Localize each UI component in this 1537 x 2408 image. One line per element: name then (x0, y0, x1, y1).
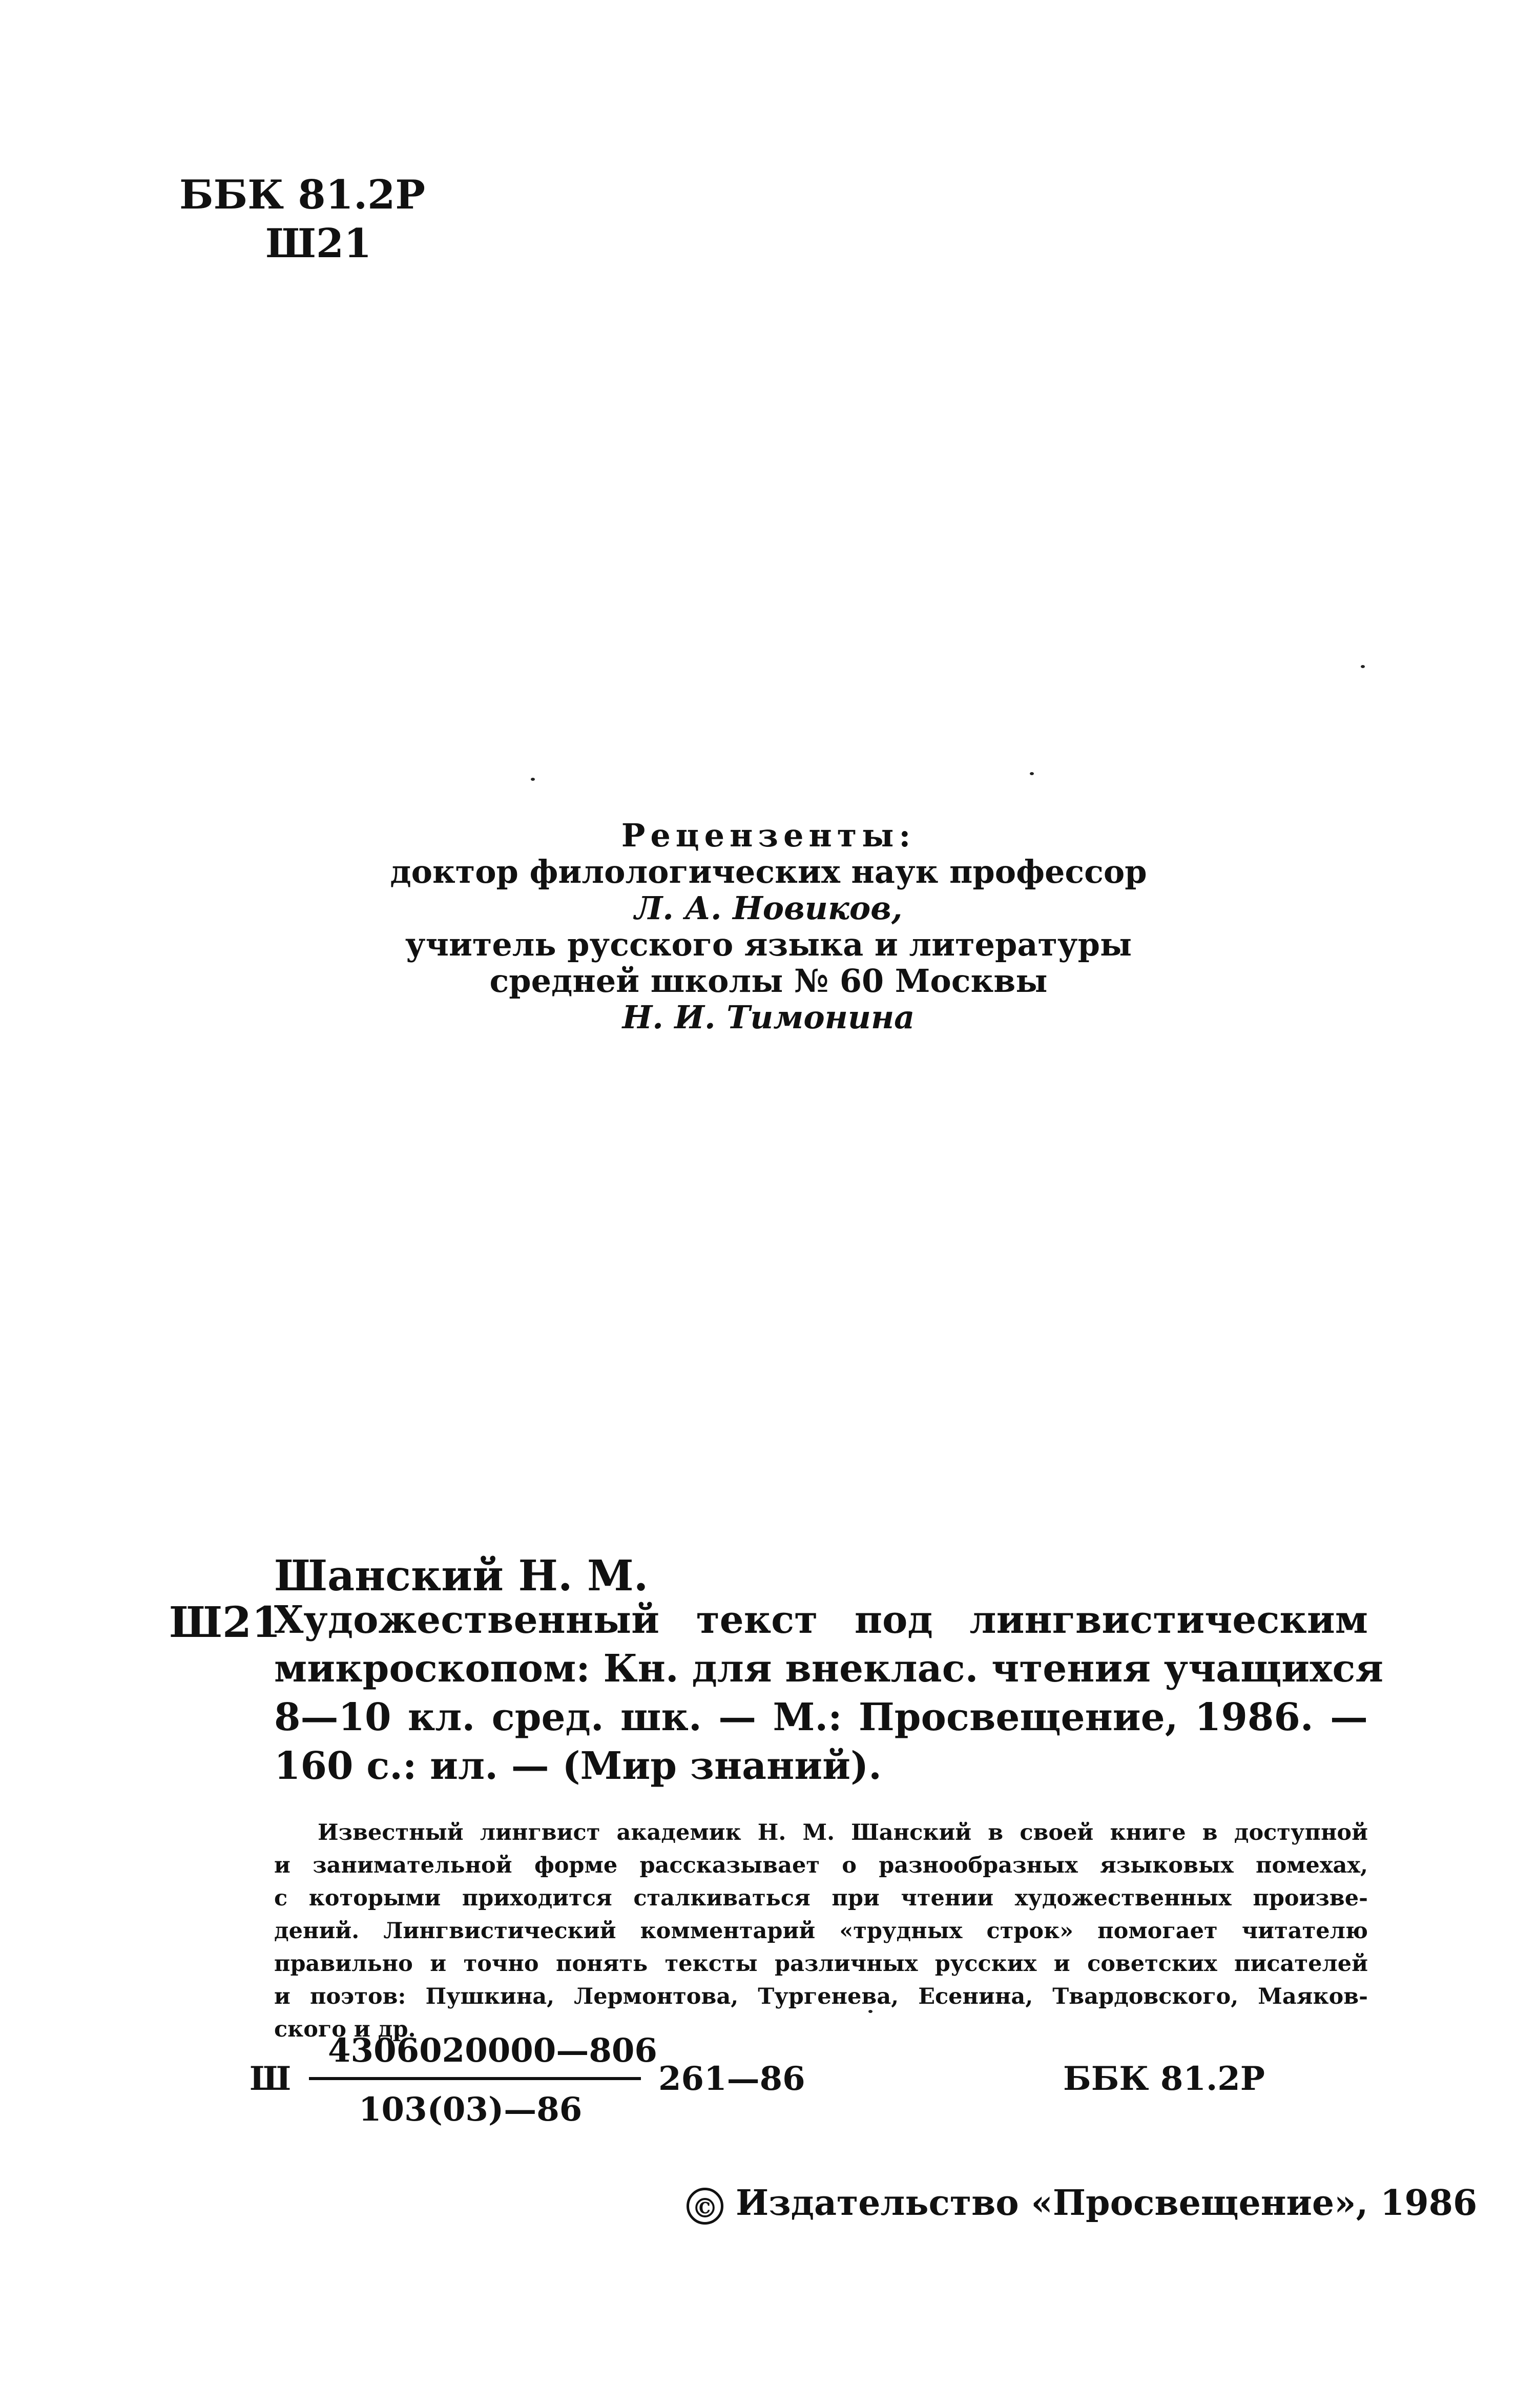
description-line: 8—10 кл. сред. шк. — М.: Просвещение, 1986. — (274, 1695, 1368, 1739)
annotation-line: и занимательной форме рассказывает о разнообразных языковых помехах, (274, 1853, 1368, 1878)
catalog-call-mark: Ш21 (169, 1598, 281, 1647)
annotation-line: с которыми приходится сталкиваться при чтении художественных произве- (274, 1885, 1368, 1911)
reviewer-line: средней школы № 60 Москвы (489, 962, 1048, 1000)
author-mark: Ш21 (265, 220, 372, 267)
annotation-line: правильно и точно понять тексты различных русских и советских писателей (274, 1951, 1368, 1977)
bbk-code-bottom: ББК 81.2Р (1063, 2060, 1265, 2098)
annotation-paragraph (274, 1816, 1368, 2046)
catalog-author: Шанский Н. М. (274, 1551, 649, 1601)
scan-speck (531, 778, 535, 781)
bbk-classification-code: ББК 81.2Р (179, 172, 426, 218)
reviewer-line: доктор филологических наук профессор (390, 853, 1147, 890)
index-denominator: 103(03)—86 (359, 2090, 583, 2129)
annotation-line: и поэтов: Пушкина, Лермонтова, Тургенева, Есенина, Твардовского, Маяков- (274, 1984, 1368, 2009)
scan-speck (1361, 665, 1365, 668)
index-letter: Ш (250, 2060, 292, 2098)
index-number: 261—86 (658, 2060, 805, 2098)
annotation-line: ского и др. (274, 2017, 416, 2042)
reviewer-name: Н. И. Тимонина (622, 999, 915, 1036)
description-line: 160 с.: ил. — (Мир знаний). (274, 1744, 882, 1788)
copyright-text: Издательство «Просвещение», 1986 (736, 2183, 1478, 2224)
reviewers-heading: Рецензенты: (621, 817, 916, 854)
description-line: Художественный текст под лингвистическим (274, 1598, 1368, 1642)
reviewer-line: учитель русского языка и литературы (405, 926, 1132, 963)
fraction-rule (309, 2077, 641, 2080)
description-line: микроскопом: Кн. для внеклас. чтения учащихся (274, 1647, 1384, 1691)
copyright-icon: © (687, 2188, 723, 2225)
scan-speck (868, 2010, 873, 2013)
reviewer-name: Л. А. Новиков, (634, 889, 903, 927)
annotation-line: дений. Лингвистический комментарий «трудных строк» помогает читателю (274, 1918, 1368, 1944)
annotation-line: Известный лингвист академик Н. М. Шанский в своей книге в доступной (318, 1820, 1368, 1845)
reviewers-block (256, 817, 1281, 1035)
index-numerator: 4306020000—806 (328, 2031, 657, 2070)
catalog-description (274, 1596, 1384, 1791)
scan-speck (1030, 772, 1034, 775)
copyright-line (687, 2183, 1477, 2225)
